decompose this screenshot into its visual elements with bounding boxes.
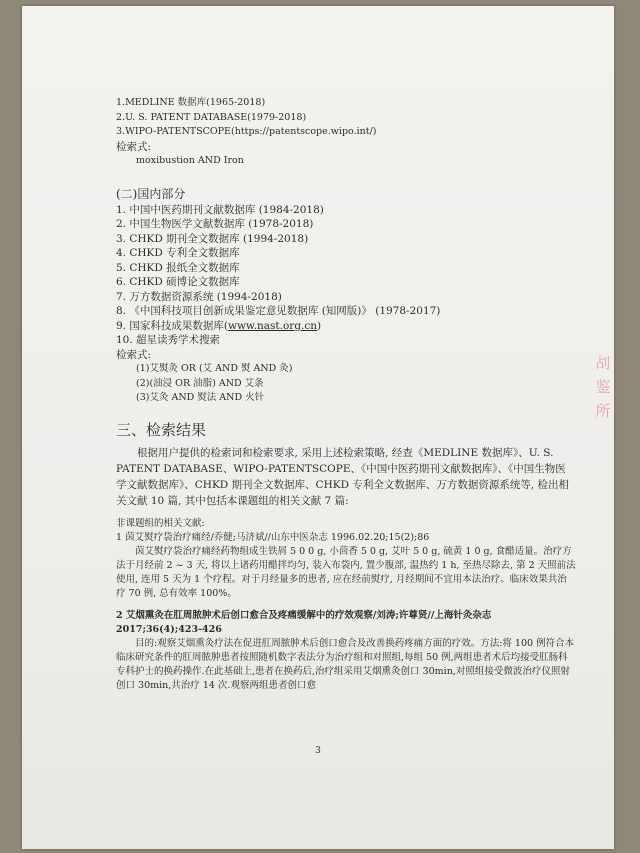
page-number: 3	[315, 746, 321, 756]
domestic-source-7: 7. 万方数据资源系统 (1994-2018)	[116, 290, 282, 303]
document-page	[22, 6, 614, 849]
results-heading: 三、检索结果	[116, 420, 207, 439]
foreign-query: moxibustion AND Iron	[136, 155, 244, 166]
domestic-source-4: 4. CHKD 专利全文数据库	[116, 247, 240, 259]
domestic-source-9	[116, 319, 576, 334]
domestic-source-2: 2. 中国生物医学文献数据库 (1978-2018)	[116, 218, 314, 230]
domestic-source-1: 1. 中国中医药期刊文献数据库 (1984-2018)	[116, 203, 324, 216]
reference-2-body: 目的:观察艾烟熏灸疗法在促进肛周脓肿术后创口愈合及改善换药疼痛方面的疗效。方法:将 100 例符合本临床研究条件的肛周脓肿患者按照随机数字表法分为治疗组和对照组,每组 50 例,两组患者术后均接受肛肠科专科护士的换药操作.在此基础上,患者在换药后,治疗组采用艾烟熏灸创口 30min,对照组接受微波治疗仪照射创口 30min,共治疗 14 次.观察两组患者创口愈	[116, 637, 575, 691]
reference-1-body: 茵艾熨疗袋治疗痛经药物组成生铁屑 5 0 0 g, 小茴香 5 0 g, 艾叶 5 0 g, 硫黄 1 0 g, 食醋适量。治疗方法于月经前 2 ~ 3 天, 将以上诸药用醋拌均匀, 装入布袋内, 置少腹部, 温热约 1 h, 至热尽除去, 第 2 天照前法使用, 连用 5 天为 1 个疗程。对于月经量多的患者, 应在经前熨疗, 月经期间不宜用本法治疗。临床效果共治疗 70 例, 总有效率 100%。	[116, 545, 576, 599]
domestic-source-5: 5. CHKD 报纸全文数据库	[116, 261, 240, 274]
domestic-source-6: 6. CHKD 硕博论文数据库	[116, 276, 240, 288]
page-content	[116, 96, 576, 693]
reference-2-title: 2 艾烟熏灸在肛周脓肿术后创口愈合及疼痛缓解中的疗效观察/刘涛;许尊贤//上海针灸杂志 2017;36(4);423-426	[116, 609, 492, 635]
domestic-source-9-suffix: )	[317, 319, 322, 332]
reference-1-title: 1 茵艾熨疗袋治疗痛经/乔健;马济斌//山东中医杂志 1996.02.20;15(2);86	[116, 531, 430, 543]
foreign-source-1: 1.MEDLINE 数据库(1965-2018)	[116, 97, 266, 108]
domestic-query-1: (1)艾熨灸 OR (艾 AND 熨 AND 灸)	[136, 363, 293, 374]
red-seal-stamp: 㓠 鉴 所	[595, 354, 611, 420]
nongroup-label: 非课题组的相关文献:	[116, 517, 205, 529]
domestic-query-label: 检索式:	[116, 348, 152, 361]
foreign-source-3: 3.WIPO-PATENTSCOPE(https://patentscope.wipo.int/)	[116, 126, 377, 137]
foreign-source-2: 2.U. S. PATENT DATABASE(1979-2018)	[116, 111, 307, 123]
domestic-query-2: (2)(油浸 OR 油脂) AND 艾条	[136, 377, 264, 389]
domestic-source-9-prefix: 9. 国家科技成果数据库(	[116, 319, 228, 332]
domestic-source-3: 3. CHKD 期刊全文数据库 (1994-2018)	[116, 232, 309, 245]
domestic-source-8: 8. 《中国科技项目创新成果鉴定意见数据库 (知网版)》 (1978-2017)	[116, 305, 441, 317]
domestic-source-10: 10. 超星读秀学术搜索	[116, 334, 221, 346]
domestic-query-3: (3)艾灸 AND 熨法 AND 火针	[136, 392, 265, 403]
domestic-heading: (二)国内部分	[116, 186, 186, 201]
nast-link[interactable]: www.nast.org.cn	[227, 319, 318, 332]
results-paragraph: 根据用户提供的检索词和检索要求, 采用上述检索策略, 经查《MEDLINE 数据库》、U. S. PATENT DATABASE、WIPO-PATENTSCOPE、《中国中医药期刊文献数据库》、《中国生物医学文献数据库》、CHKD 期刊全文数据库、CHKD 专利全文数据库、万方数据资源系统等, 检出相关文献 10 篇, 其中包括本课题组的相关文献 7 篇:	[116, 446, 570, 507]
foreign-query-label: 检索式:	[116, 140, 152, 153]
